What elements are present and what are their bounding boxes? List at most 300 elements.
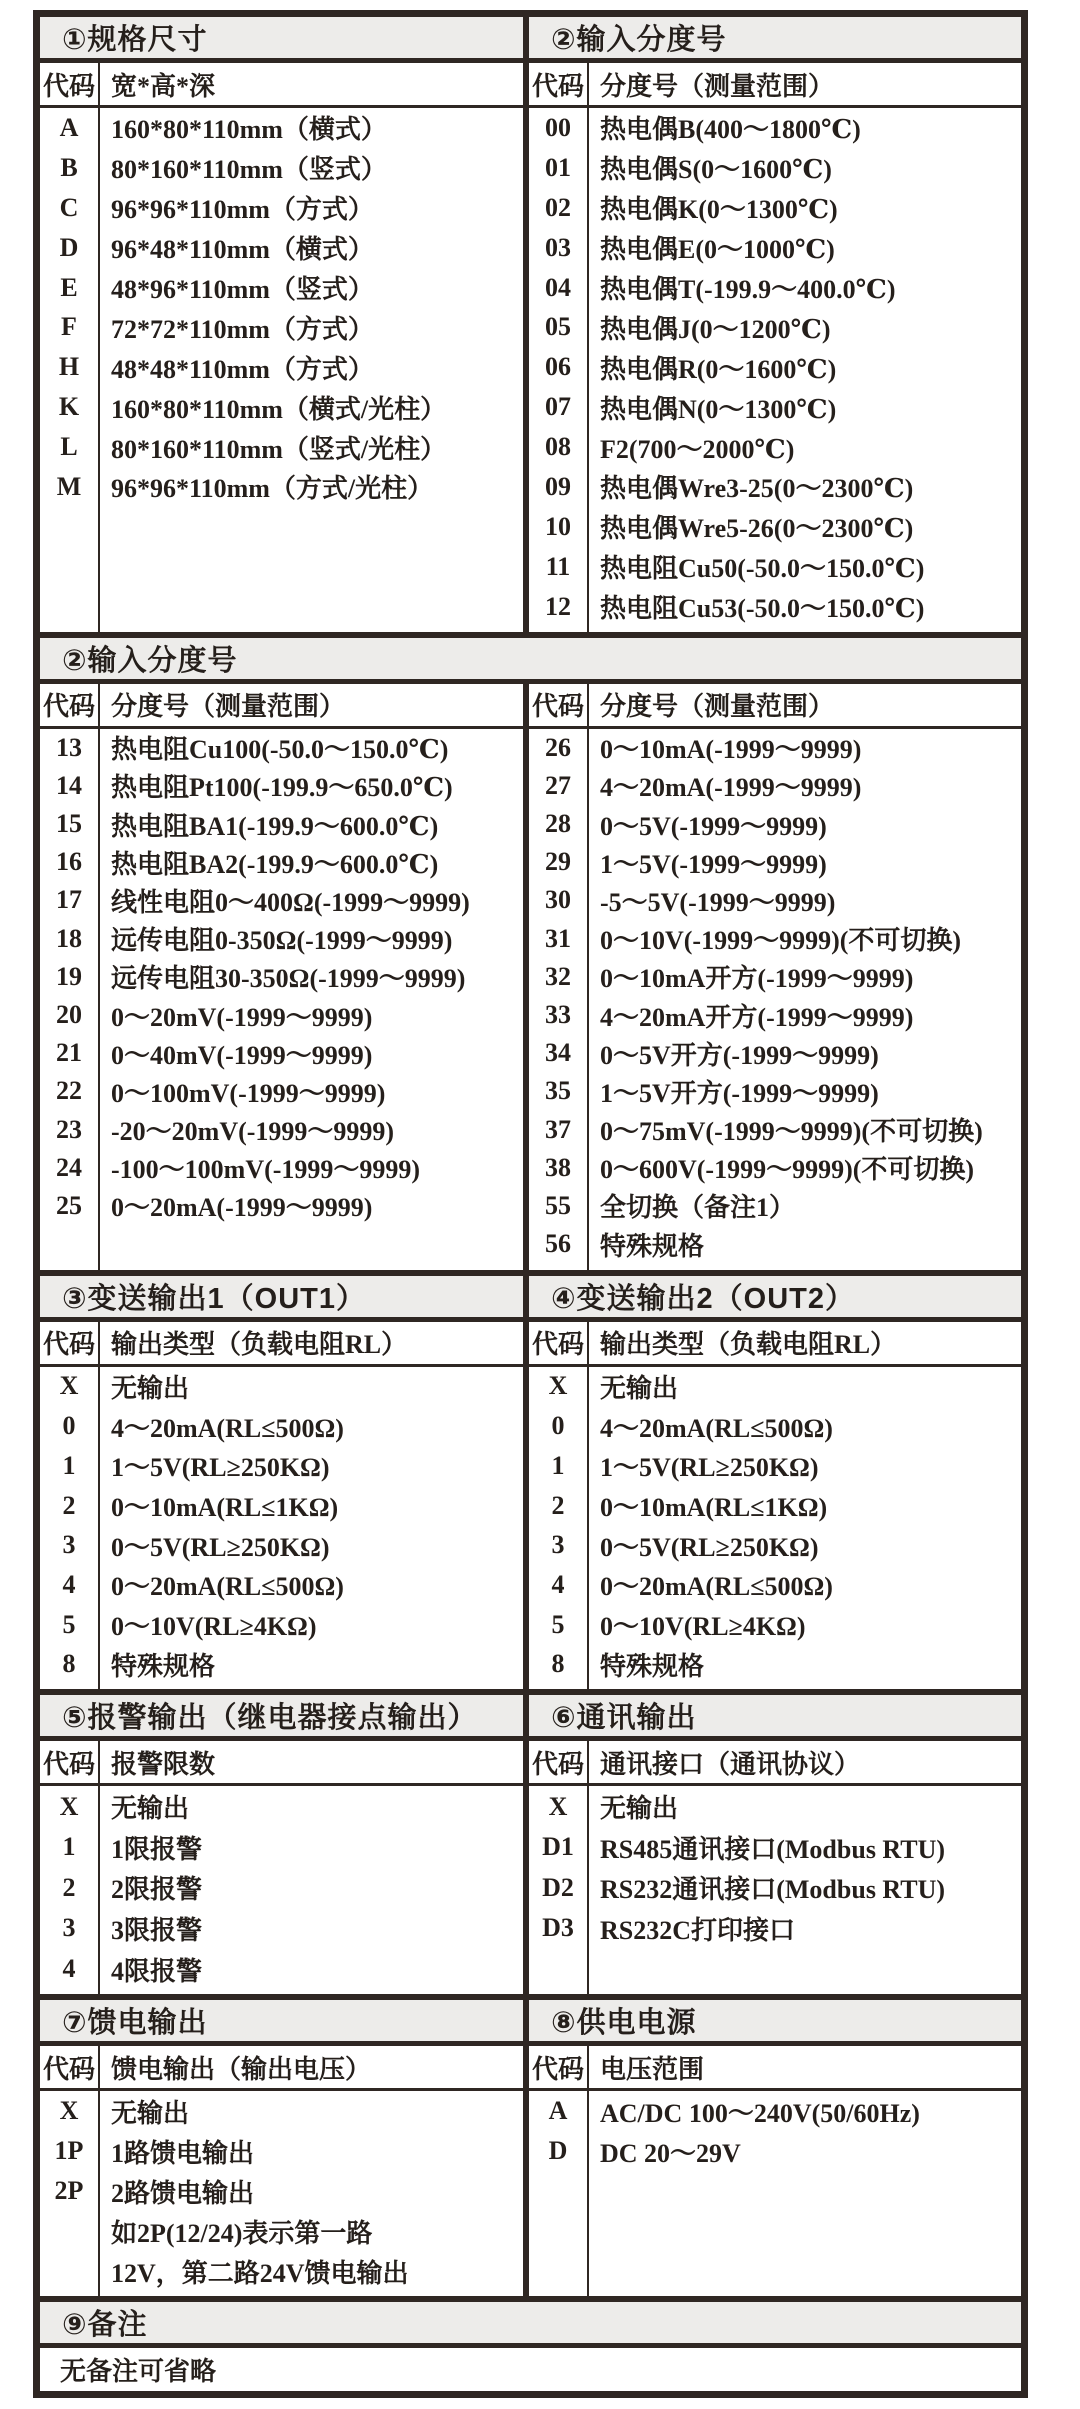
row-code: 22: [56, 1076, 82, 1106]
row-desc: 0～5V(-1999～9999): [600, 811, 827, 841]
table-row: [40, 188, 523, 228]
table-row: [40, 729, 523, 767]
row-code: 38: [545, 1152, 571, 1182]
section-power-supply: [529, 2000, 1021, 2296]
row-desc: 热电阻BA2(-199.9～600.0℃): [111, 849, 439, 879]
row-desc: 4～20mA(-1999～9999): [600, 773, 862, 803]
row-desc: 热电偶B(400～1800℃): [600, 115, 861, 145]
row-desc: 如2P(12/24)表示第一路: [111, 2218, 373, 2248]
column-header-row: [529, 63, 1021, 108]
row-code: 30: [545, 885, 571, 915]
row-code: X: [548, 1791, 568, 1821]
section-title-out2: ④变送输出2（OUT2）: [529, 1276, 1021, 1322]
row-desc: 48*48*110mm（方式）: [111, 354, 374, 384]
row-code: 04: [545, 272, 571, 302]
ordering-code-table: [33, 10, 1028, 2398]
column-header-desc: 输出类型（负载电阻RL）: [600, 1330, 897, 1360]
row-desc: 无输出: [600, 1794, 679, 1824]
table-row: [529, 805, 1021, 843]
section-input-range-b-body: [40, 684, 1021, 1271]
row-desc: 0～10mA(RL≤1KΩ): [111, 1493, 339, 1523]
table-row: [40, 996, 523, 1034]
row-code: E: [60, 272, 78, 302]
section-rows: [40, 2091, 523, 2296]
row-desc: 无输出: [111, 1373, 190, 1403]
row-desc: AC/DC 100～240V(50/60Hz): [600, 2098, 920, 2128]
column-header-code: 代码: [42, 692, 95, 722]
row-code: 5: [62, 1609, 76, 1639]
row-desc: 4～20mA(RL≤500Ω): [111, 1413, 344, 1443]
row-desc: 2路馈电输出: [111, 2178, 255, 2208]
table-row: [529, 1565, 1021, 1605]
row-code: 32: [545, 961, 571, 991]
table-row: [40, 1406, 523, 1446]
section-feed-output: [40, 2000, 529, 2296]
row-desc: 1～5V(RL≥250KΩ): [600, 1453, 819, 1483]
row-desc: 4限报警: [111, 1956, 203, 1986]
row-desc: 0～20mA(RL≤500Ω): [600, 1572, 833, 1602]
section-title-feed: ⑦馈电输出: [40, 2000, 523, 2046]
row-desc: 热电偶Wre5-26(0～2300℃): [600, 514, 914, 544]
table-row: [40, 347, 523, 387]
row-desc: 热电偶T(-199.9～400.0℃): [600, 275, 896, 304]
row-code: 5: [551, 1609, 565, 1639]
table-row: [529, 1868, 1021, 1909]
table-row: [529, 2091, 1021, 2131]
row-desc: 1限报警: [111, 1834, 203, 1864]
table-row: [529, 881, 1021, 919]
row-desc: -100～100mV(-1999～9999): [111, 1155, 421, 1185]
row-code: 1: [551, 1450, 565, 1480]
table-row: [40, 1827, 523, 1868]
remarks-note: 无备注可省略: [40, 2348, 1021, 2391]
column-header-desc: 输出类型（负载电阻RL）: [111, 1330, 408, 1360]
row-desc: 96*48*110mm（横式）: [111, 235, 374, 265]
row-desc: 160*80*110mm（横式/光柱）: [111, 394, 447, 424]
row-code: 1P: [54, 2136, 84, 2166]
row-code: 1: [62, 1832, 76, 1862]
row-code: 10: [545, 511, 571, 541]
row-code: 0: [551, 1411, 565, 1441]
row-desc: 0～10mA(-1999～9999): [600, 735, 862, 765]
table-row: [40, 2211, 523, 2251]
row-desc: 热电偶R(0～1600℃): [600, 354, 837, 384]
table-row: [529, 587, 1021, 627]
row-desc: 1～5V开方(-1999～9999): [600, 1078, 879, 1108]
row-desc: 12V，第二路24V馈电输出: [111, 2258, 409, 2288]
table-row: [529, 188, 1021, 228]
row-code: B: [60, 152, 78, 182]
table-row: [529, 467, 1021, 507]
section-title-alarm: ⑤报警输出（继电器接点输出）: [40, 1695, 523, 1741]
section-rows: [40, 108, 523, 632]
row-desc: 0～100mV(-1999～9999): [111, 1078, 386, 1108]
row-code: 8: [551, 1649, 565, 1679]
row-code: X: [59, 1791, 79, 1821]
row-code: 21: [56, 1038, 82, 1068]
table-row: [40, 1187, 523, 1225]
row-desc: 特殊规格: [111, 1651, 216, 1681]
table-row: [40, 1605, 523, 1645]
table-row: [529, 1446, 1021, 1486]
row-code: 37: [545, 1114, 571, 1144]
section-spec-size: [40, 17, 529, 632]
table-row: [529, 1525, 1021, 1565]
table-row: [40, 467, 523, 507]
row-desc: 热电偶S(0～1600℃): [600, 155, 832, 185]
row-code: 2: [62, 1490, 76, 1520]
region-5: [40, 1994, 1021, 2296]
row-desc: 80*160*110mm（竖式/光柱）: [111, 434, 447, 464]
row-code: H: [58, 352, 80, 382]
row-desc: 0～5V(RL≥250KΩ): [600, 1532, 819, 1562]
section-title-remarks: ⑨备注: [40, 2302, 1021, 2348]
table-row: [40, 427, 523, 467]
row-desc: 0～20mA(-1999～9999): [111, 1193, 373, 1223]
region-6: [40, 2296, 1021, 2391]
row-code: 24: [56, 1152, 82, 1182]
row-code: 23: [56, 1114, 82, 1144]
row-desc: 160*80*110mm（横式）: [111, 115, 387, 145]
row-code: 27: [545, 770, 571, 800]
row-code: 34: [545, 1038, 571, 1068]
row-code: F: [61, 312, 77, 342]
row-code: 8: [62, 1649, 76, 1679]
row-code: 18: [56, 923, 82, 953]
table-row: [529, 1072, 1021, 1110]
table-row: [529, 347, 1021, 387]
table-row: [529, 108, 1021, 148]
row-code: D1: [542, 1832, 574, 1862]
row-code: D: [548, 2136, 568, 2166]
row-code: 31: [545, 923, 571, 953]
table-row: [40, 2171, 523, 2211]
section-input-range-a: [529, 17, 1021, 632]
row-desc: 3限报警: [111, 1915, 203, 1945]
column-header-desc: 报警限数: [111, 1749, 216, 1779]
table-row: [40, 268, 523, 308]
row-code: 33: [545, 1000, 571, 1030]
table-row: [40, 2251, 523, 2291]
row-code: 56: [545, 1229, 571, 1259]
row-desc: 热电偶E(0～1000℃): [600, 235, 835, 265]
row-code: 0: [62, 1411, 76, 1441]
row-code: 28: [545, 809, 571, 839]
table-row: [529, 2131, 1021, 2171]
section-title-comm: ⑥通讯输出: [529, 1695, 1021, 1741]
table-row: [40, 881, 523, 919]
section-rows: [40, 1367, 523, 1690]
column-header-code: 代码: [42, 71, 95, 101]
table-row: [529, 1111, 1021, 1149]
table-row: [40, 1446, 523, 1486]
row-desc: DC 20～29V: [600, 2138, 741, 2168]
row-code: 08: [545, 432, 571, 462]
row-code: A: [548, 2096, 568, 2126]
row-desc: 1～5V(RL≥250KΩ): [111, 1453, 330, 1483]
row-desc: 0～5V(RL≥250KΩ): [111, 1532, 330, 1562]
section-title-input-range-b: ②输入分度号: [40, 638, 1021, 684]
table-row: [40, 1034, 523, 1072]
row-code: 4: [551, 1569, 565, 1599]
table-row: [529, 1605, 1021, 1645]
row-code: 2: [62, 1872, 76, 1902]
row-code: 01: [545, 152, 571, 182]
column-header-row: [529, 2046, 1021, 2091]
row-code: D3: [542, 1913, 574, 1943]
row-desc: 热电阻Cu53(-50.0～150.0℃): [600, 594, 925, 624]
row-desc: 特殊规格: [600, 1651, 705, 1681]
row-desc: 0～40mV(-1999～9999): [111, 1040, 373, 1070]
row-desc: 0～10mA(RL≤1KΩ): [600, 1493, 828, 1523]
table-row: [529, 843, 1021, 881]
table-row: [40, 1525, 523, 1565]
section-rows: [40, 729, 523, 1271]
row-desc: 0～10V(-1999～9999)(不可切换): [600, 926, 962, 956]
table-row: [40, 1786, 523, 1827]
column-header-row: [529, 1322, 1021, 1367]
row-code: 25: [56, 1190, 82, 1220]
section-alarm-output: [40, 1695, 529, 1994]
row-code: M: [56, 471, 82, 501]
section-rows: [529, 1786, 1021, 1994]
table-row: [529, 307, 1021, 347]
table-row: [529, 268, 1021, 308]
column-header-code: 代码: [42, 2054, 95, 2084]
section-title-power: ⑧供电电源: [529, 2000, 1021, 2046]
row-code: D2: [542, 1872, 574, 1902]
row-code: C: [59, 192, 79, 222]
row-desc: 远传电阻0-350Ω(-1999～9999): [111, 926, 453, 956]
table-row: [529, 1406, 1021, 1446]
section-title-spec-size: ①规格尺寸: [40, 17, 523, 63]
row-desc: 2限报警: [111, 1875, 203, 1905]
row-code: K: [58, 392, 80, 422]
row-code: L: [60, 432, 78, 462]
region-3: [40, 1270, 1021, 1690]
row-code: 4: [62, 1954, 76, 1984]
table-row: [529, 1034, 1021, 1072]
column-header-row: [529, 1741, 1021, 1786]
row-desc: 线性电阻0～400Ω(-1999～9999): [111, 887, 470, 917]
row-code: A: [59, 112, 79, 142]
column-header-code: 代码: [531, 2054, 584, 2084]
table-row: [40, 307, 523, 347]
table-row: [40, 2131, 523, 2171]
row-code: 35: [545, 1076, 571, 1106]
table-row: [40, 2091, 523, 2131]
row-desc: 无输出: [111, 1794, 190, 1824]
table-row: [529, 996, 1021, 1034]
table-row: [529, 1187, 1021, 1225]
table-row: [40, 228, 523, 268]
column-header-code: 代码: [531, 71, 584, 101]
table-row: [40, 805, 523, 843]
row-desc: 0～10V(RL≥4KΩ): [111, 1612, 317, 1642]
table-row: [529, 228, 1021, 268]
table-row: [529, 920, 1021, 958]
table-row: [40, 1565, 523, 1605]
row-code: 19: [56, 961, 82, 991]
row-desc: 1路馈电输出: [111, 2138, 255, 2168]
row-desc: 48*96*110mm（竖式）: [111, 275, 374, 304]
row-desc: 1～5V(-1999～9999): [600, 849, 827, 879]
table-row: [529, 729, 1021, 767]
row-code: D: [59, 232, 79, 262]
column-header-code: 代码: [531, 1330, 584, 1360]
column-header-desc: 馈电输出（输出电压）: [111, 2054, 372, 2084]
column-header-desc: 通讯接口（通讯协议）: [600, 1749, 861, 1779]
row-desc: 72*72*110mm（方式）: [111, 314, 374, 344]
section-rows: [40, 1786, 523, 1994]
row-code: 05: [545, 312, 571, 342]
section-title-out1: ③变送输出1（OUT1）: [40, 1276, 523, 1322]
row-desc: 热电阻Pt100(-199.9～650.0℃): [111, 773, 453, 803]
row-code: 26: [545, 732, 571, 762]
row-code: X: [548, 1371, 568, 1401]
row-desc: 96*96*110mm（方式）: [111, 195, 374, 225]
table-row: [40, 1949, 523, 1990]
table-row: [40, 1072, 523, 1110]
section-transmit-out2: [529, 1276, 1021, 1690]
row-code: 02: [545, 192, 571, 222]
row-code: 03: [545, 232, 571, 262]
table-row: [40, 920, 523, 958]
row-desc: 80*160*110mm（竖式）: [111, 155, 387, 185]
column-header-row: [40, 63, 523, 108]
row-code: 15: [56, 809, 82, 839]
row-desc: 热电偶K(0～1300℃): [600, 195, 838, 225]
column-header-code: 代码: [531, 1749, 584, 1779]
table-row: [529, 1149, 1021, 1187]
row-code: 1: [62, 1450, 76, 1480]
table-row: [40, 843, 523, 881]
row-code: 16: [56, 847, 82, 877]
row-desc: 热电偶Wre3-25(0～2300℃): [600, 474, 914, 504]
row-desc: 96*96*110mm（方式/光柱）: [111, 474, 434, 504]
row-desc: 全切换（备注1）: [600, 1193, 796, 1223]
column-header-row: [529, 684, 1021, 729]
row-desc: 无输出: [111, 2098, 190, 2128]
row-code: 00: [545, 112, 571, 142]
row-desc: 热电阻Cu100(-50.0～150.0℃): [111, 735, 449, 765]
row-code: 12: [545, 591, 571, 621]
row-code: 2P: [54, 2176, 84, 2206]
row-desc: 0～20mA(RL≤500Ω): [111, 1572, 344, 1602]
row-code: 4: [62, 1569, 76, 1599]
row-desc: 特殊规格: [600, 1231, 705, 1261]
section-comm-output: [529, 1695, 1021, 1994]
row-desc: 无输出: [600, 1373, 679, 1403]
row-desc: 0～5V开方(-1999～9999): [600, 1040, 879, 1070]
table-row: [40, 767, 523, 805]
region-2: [40, 632, 1021, 1270]
row-desc: -5～5V(-1999～9999): [600, 887, 836, 917]
table-row: [529, 1908, 1021, 1949]
row-code: 55: [545, 1190, 571, 1220]
table-row: [529, 507, 1021, 547]
table-row: [40, 1367, 523, 1407]
row-code: 06: [545, 352, 571, 382]
section-input-range-b-left: [40, 684, 529, 1271]
row-desc: RS232通讯接口(Modbus RTU): [600, 1875, 946, 1905]
row-code: 13: [56, 732, 82, 762]
row-code: 07: [545, 392, 571, 422]
table-row: [40, 1149, 523, 1187]
column-header-code: 代码: [42, 1330, 95, 1360]
table-row: [40, 1111, 523, 1149]
row-desc: 0～20mV(-1999～9999): [111, 1002, 373, 1032]
row-desc: -20～20mV(-1999～9999): [111, 1117, 395, 1147]
column-header-row: [40, 2046, 523, 2091]
section-title-input-range: ②输入分度号: [529, 17, 1021, 63]
row-code: 11: [545, 551, 571, 581]
row-desc: 0～10mA开方(-1999～9999): [600, 964, 914, 994]
row-desc: 4～20mA(RL≤500Ω): [600, 1413, 833, 1443]
row-code: 29: [545, 847, 571, 877]
row-desc: 远传电阻30-350Ω(-1999～9999): [111, 964, 466, 994]
row-code: 2: [551, 1490, 565, 1520]
row-code: 20: [56, 1000, 82, 1030]
table-row: [529, 1786, 1021, 1827]
row-code: 14: [56, 770, 82, 800]
table-row: [529, 1644, 1021, 1684]
column-header-desc: 分度号（测量范围）: [111, 692, 346, 722]
table-row: [529, 767, 1021, 805]
row-desc: 0～600V(-1999～9999)(不可切换): [600, 1155, 975, 1185]
section-rows: [529, 729, 1021, 1271]
column-header-row: [40, 1741, 523, 1786]
table-row: [529, 547, 1021, 587]
table-row: [529, 148, 1021, 188]
table-row: [529, 387, 1021, 427]
column-header-row: [40, 1322, 523, 1367]
row-code: 3: [62, 1913, 76, 1943]
row-desc: F2(700～2000℃): [600, 434, 795, 464]
row-desc: RS232C打印接口: [600, 1915, 796, 1945]
row-desc: 热电阻BA1(-199.9～600.0℃): [111, 811, 439, 841]
table-row: [529, 427, 1021, 467]
region-4: [40, 1689, 1021, 1994]
row-code: X: [59, 1371, 79, 1401]
row-code: 09: [545, 471, 571, 501]
column-header-desc: 电压范围: [600, 2054, 705, 2084]
table-row: [529, 1225, 1021, 1263]
table-row: [40, 958, 523, 996]
table-row: [40, 1908, 523, 1949]
section-rows: [529, 1367, 1021, 1690]
row-desc: 4～20mA开方(-1999～9999): [600, 1002, 914, 1032]
row-desc: RS485通讯接口(Modbus RTU): [600, 1834, 946, 1864]
column-header-desc: 宽*高*深: [111, 71, 216, 101]
table-row: [529, 958, 1021, 996]
column-header-code: 代码: [42, 1749, 95, 1779]
row-code: 3: [62, 1530, 76, 1560]
table-row: [40, 1644, 523, 1684]
row-code: 3: [551, 1530, 565, 1560]
region-1: [40, 17, 1021, 632]
table-row: [40, 1486, 523, 1526]
table-row: [40, 148, 523, 188]
table-row: [40, 108, 523, 148]
row-desc: 热电偶N(0～1300℃): [600, 394, 837, 424]
section-transmit-out1: [40, 1276, 529, 1690]
column-header-code: 代码: [531, 692, 584, 722]
row-desc: 0～10V(RL≥4KΩ): [600, 1612, 806, 1642]
column-header-row: [40, 684, 523, 729]
table-row: [40, 387, 523, 427]
row-desc: 0～75mV(-1999～9999)(不可切换): [600, 1117, 983, 1147]
